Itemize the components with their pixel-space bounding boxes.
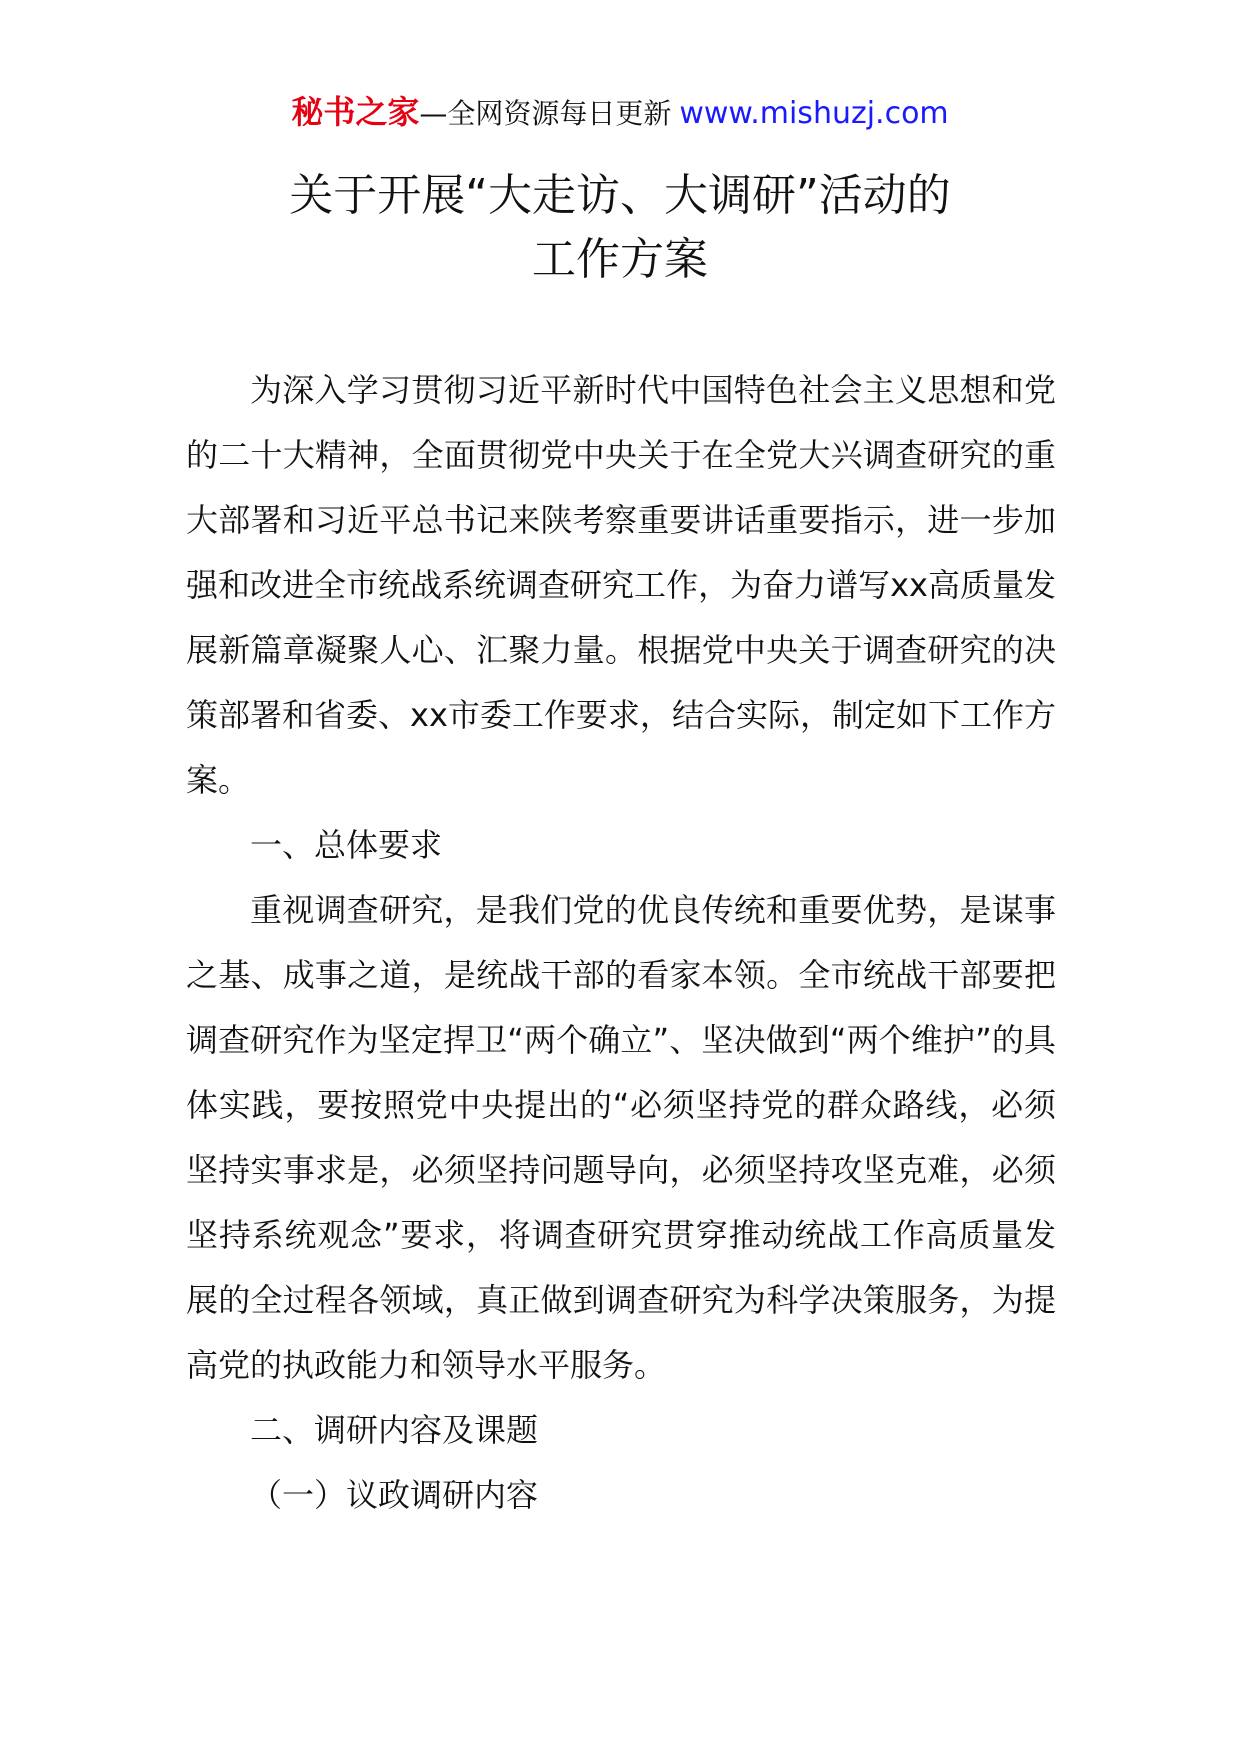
general-requirements-paragraph: 重视调查研究，是我们党的优良传统和重要优势，是谋事之基、成事之道，是统战干部的看家本领。全市统战干部要把调查研究作为坚定捍卫“两个确立”、坚决做到“两个维护”的具体实践，要按照党中央提出的“必须坚持党的群众路线，必须坚持实事求是，必须坚持问题导向，必须坚持攻坚克难，必须坚持系统观念”要求，将调查研究贯穿推动统战工作高质量发展的全过程各领域，真正做到调查研究为科学决策服务，为提高党的执政能力和领导水平服务。 [186,891,1056,1384]
site-url-link[interactable]: www.mishuzj.com [679,96,949,131]
section-heading-research-content: 二、调研内容及课题 [250,1411,539,1449]
section-heading-general-requirements: 一、总体要求 [250,826,443,864]
site-header [0,92,1240,134]
subsection-heading-political-research: （一）议政调研内容 [250,1476,539,1514]
site-brand: 秘书之家 [291,93,420,131]
document-title [0,164,1240,292]
title-line-2: 工作方案 [532,234,708,285]
title-line-1: 关于开展“大走访、大调研”活动的 [289,170,951,221]
document-body [186,358,1056,1528]
intro-paragraph: 为深入学习贯彻习近平新时代中国特色社会主义思想和党的二十大精神，全面贯彻党中央关于在全党大兴调查研究的重大部署和习近平总书记来陕考察重要讲话重要指示，进一步加强和改进全市统战系统调查研究工作，为奋力谱写xx高质量发展新篇章凝聚人心、汇聚力量。根据党中央关于调查研究的决策部署和省委、xx市委工作要求，结合实际，制定如下工作方案。 [186,371,1056,799]
site-tagline: —全网资源每日更新 [419,97,672,130]
